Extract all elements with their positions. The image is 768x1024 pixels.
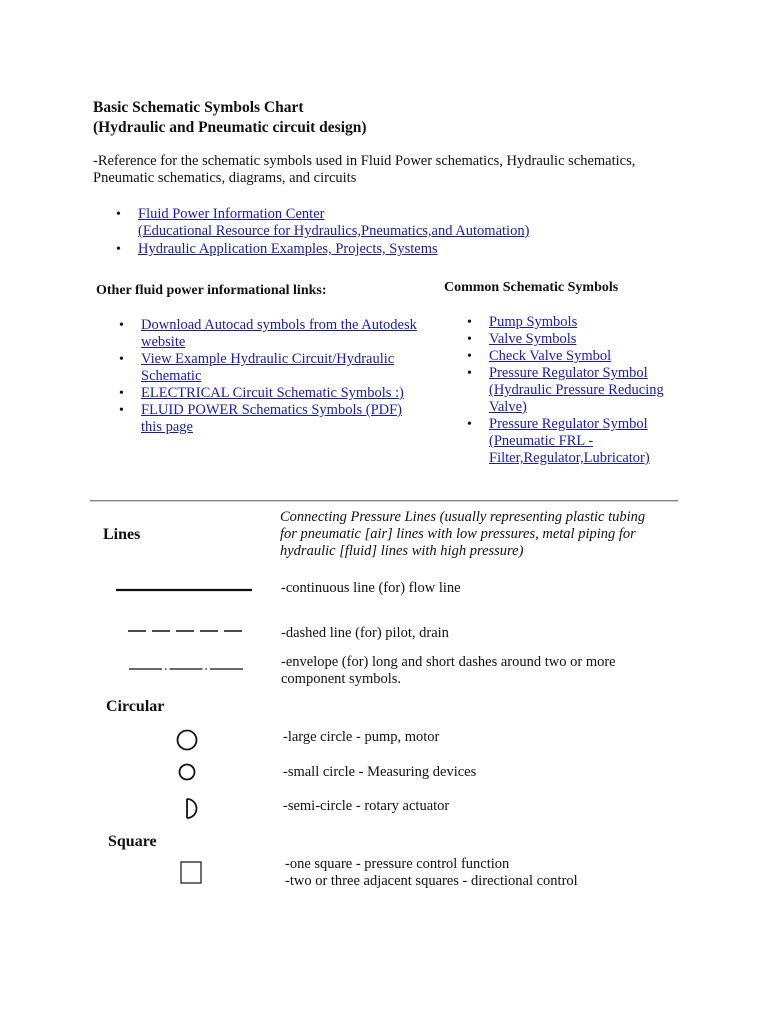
large-circle-symbol-icon <box>175 728 199 752</box>
pressure-regulator-hydraulic-link-2[interactable]: (Hydraulic Pressure Reducing <box>489 382 664 398</box>
pressure-regulator-hydraulic-link[interactable]: Pressure Regulator Symbol <box>489 365 648 381</box>
top-links-list <box>116 206 530 258</box>
lines-intro <box>280 509 680 560</box>
electrical-symbols-link[interactable]: ELECTRICAL Circuit Schematic Symbols :) <box>141 385 404 401</box>
envelope-line-symbol-icon <box>127 663 247 673</box>
pump-symbols-link[interactable]: Pump Symbols <box>489 314 578 330</box>
section-divider <box>90 500 678 502</box>
continuous-line-symbol-icon <box>114 584 254 594</box>
list-item <box>119 351 441 385</box>
dashed-line-symbol-icon <box>126 626 246 636</box>
pressure-regulator-hydraulic-link-3[interactable]: Valve) <box>489 399 527 415</box>
square-section-label: Square <box>108 833 157 850</box>
pressure-regulator-pneumatic-link-2[interactable]: (Pneumatic FRL - <box>489 433 594 449</box>
pressure-regulator-pneumatic-link-3[interactable]: Filter,Regulator,Lubricator) <box>489 450 650 466</box>
autocad-symbols-link[interactable]: Download Autocad symbols from the Autodesk <box>141 317 417 333</box>
list-item <box>119 402 441 436</box>
other-links-heading: Other fluid power informational links: <box>96 283 327 298</box>
list-item <box>116 241 529 258</box>
example-circuit-link-cont[interactable]: Schematic <box>141 368 202 384</box>
other-links-list <box>119 317 441 436</box>
valve-symbols-link[interactable]: Valve Symbols <box>489 331 577 347</box>
title-line-1: Basic Schematic Symbols Chart <box>93 99 304 116</box>
envelope-line-desc <box>281 654 681 688</box>
lines-intro-line-2: for pneumatic [air] lines with low pressures, metal piping for <box>280 526 636 542</box>
bullet-icon: • <box>116 242 121 257</box>
list-item <box>467 365 719 416</box>
bullet-icon: • <box>119 386 124 401</box>
envelope-desc-line-2: component symbols. <box>281 671 402 687</box>
title-line-2: (Hydraulic and Pneumatic circuit design) <box>93 119 367 136</box>
this-page-link[interactable]: this page <box>141 419 193 435</box>
semi-circle-symbol-icon <box>184 797 200 821</box>
bullet-icon: • <box>467 315 472 330</box>
lines-intro-line-3: hydraulic [fluid] lines with high pressure) <box>280 543 524 559</box>
bullet-icon: • <box>467 417 472 432</box>
example-circuit-link[interactable]: View Example Hydraulic Circuit/Hydraulic <box>141 351 395 367</box>
semi-circle-desc: -semi-circle - rotary actuator <box>283 798 450 814</box>
intro-line-1: -Reference for the schematic symbols used in Fluid Power schematics, Hydraulic schematics, <box>93 153 636 169</box>
lines-intro-line-1: Connecting Pressure Lines (usually representing plastic tubing <box>280 509 646 525</box>
list-item <box>119 385 441 402</box>
pressure-regulator-pneumatic-link[interactable]: Pressure Regulator Symbol <box>489 416 648 432</box>
autocad-symbols-link-cont[interactable]: website <box>141 334 186 350</box>
common-symbols-list <box>467 314 719 467</box>
fluid-power-info-center-link[interactable]: Fluid Power Information Center <box>138 206 325 222</box>
small-circle-symbol-icon <box>177 762 197 782</box>
list-item <box>119 317 441 351</box>
common-symbols-heading: Common Schematic Symbols <box>444 280 619 295</box>
small-circle-desc: -small circle - Measuring devices <box>283 764 477 780</box>
bullet-icon: • <box>467 366 472 381</box>
square-desc-one: -one square - pressure control function <box>285 856 510 872</box>
bullet-icon: • <box>119 352 124 367</box>
fluid-power-info-center-link-subtitle[interactable]: (Educational Resource for Hydraulics,Pneumatics,and Automation) <box>138 223 530 239</box>
square-desc <box>285 856 705 890</box>
dashed-line-desc: -dashed line (for) pilot, drain <box>281 625 449 641</box>
bullet-icon: • <box>119 318 124 333</box>
bullet-icon: • <box>467 332 472 347</box>
bullet-icon: • <box>119 403 124 418</box>
list-item <box>116 206 530 240</box>
list-item <box>467 348 719 365</box>
circular-section-label: Circular <box>106 698 165 715</box>
continuous-line-desc: -continuous line (for) flow line <box>281 580 461 596</box>
envelope-desc-line-1: -envelope (for) long and short dashes around two or more <box>281 654 616 670</box>
hydraulic-examples-link[interactable]: Hydraulic Application Examples, Projects, Systems <box>138 241 438 257</box>
page-title <box>93 98 367 138</box>
square-symbol-icon <box>179 860 205 886</box>
list-item <box>467 314 719 331</box>
square-desc-two: -two or three adjacent squares - directional control <box>285 873 578 889</box>
bullet-icon: • <box>467 349 472 364</box>
check-valve-symbol-link[interactable]: Check Valve Symbol <box>489 348 612 364</box>
list-item <box>467 416 719 467</box>
intro-line-2: Pneumatic schematics, diagrams, and circuits <box>93 170 357 186</box>
list-item <box>467 331 719 348</box>
fluid-power-pdf-link[interactable]: FLUID POWER Schematics Symbols (PDF) <box>141 402 402 418</box>
lines-section-label: Lines <box>103 526 141 543</box>
bullet-icon: • <box>116 207 121 222</box>
large-circle-desc: -large circle - pump, motor <box>283 729 440 745</box>
intro-paragraph <box>93 153 693 187</box>
